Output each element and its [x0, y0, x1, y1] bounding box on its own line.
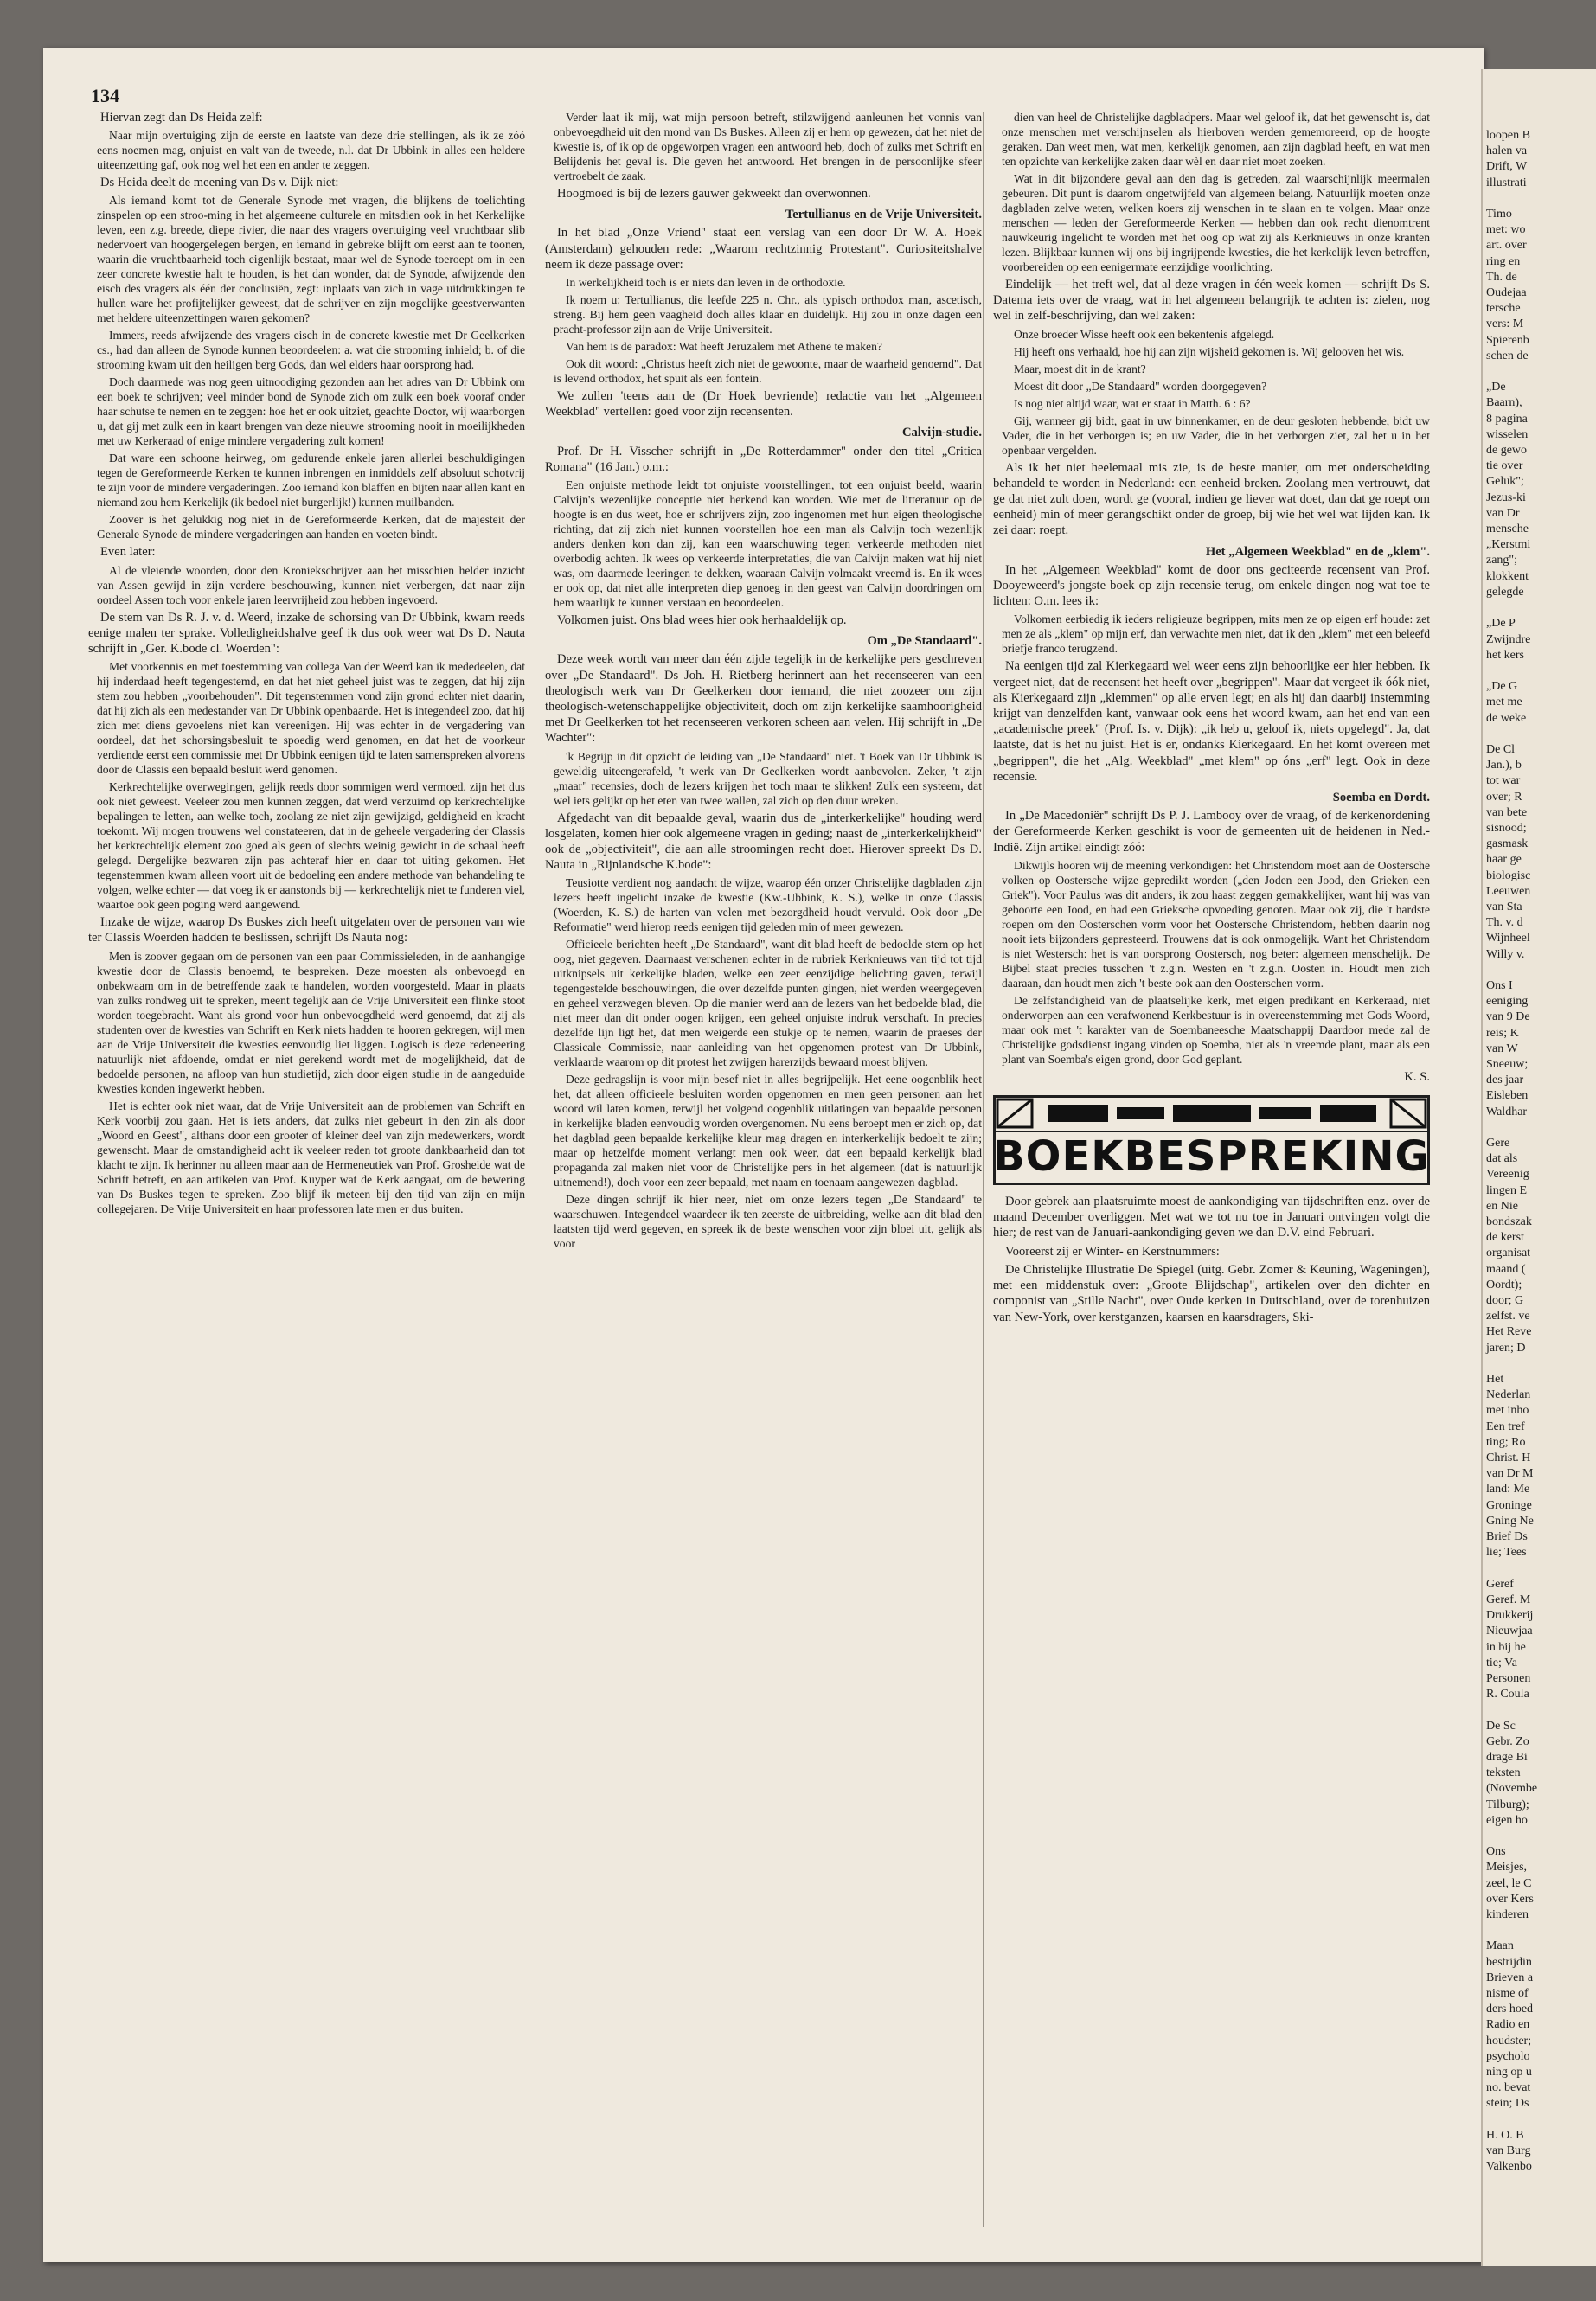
paragraph: Ds Heida deelt de meening van Ds v. Dijk niet: — [100, 176, 339, 190]
adjacent-page-line: Gning Ne — [1486, 1514, 1534, 1528]
paragraph: De Christelijke Illustratie De Spiegel (uitg. Gebr. Zomer & Keuning, Wageningen), met een middenstuk over: „Groote Blijdschap", artikelen over den dichter en componist van „Stille Nacht", over Oude kerken in Duitschland, over de torenhuizen van New-York, over kerstganzen, kaarsen en kaarsdragers, Ski- — [993, 1262, 1430, 1324]
adjacent-page-line: Maan — [1486, 1939, 1514, 1953]
adjacent-page-line — [1486, 663, 1537, 679]
adjacent-page-line: Drift, W — [1486, 160, 1528, 174]
quote-paragraph: Kerkrechtelijke overwegingen, gelijk reeds door sommigen werd vermoed, zijn het dus ook niet geweest. Veeleer zou men kunnen zeggen, dat werd verzuimd op kerkrechtelijke bepalingen te letten, aan welke toch, zoolang ze niet zijn gewijzigd, geldigheid en kracht toekomt. Wij mogen trouwens wel constateeren, dat in de geheele vergadering der Classis het kerkrechtelijk element zoo goed als geen of slechts weinig gewicht in de schaal heeft gelegd. Dergelijke bezwaren zijn pas achteraf hier en daar tot uiting gekomen. Het tegenstemmen kwam alleen voort uit de bedoeling een andere methode van behandeling te volgen, welke echter — dat voeg ik er aanstonds bij — kerkrechtelijk niet te funderen viel, waartoe ook geen poging werd aangewend. — [97, 780, 525, 912]
adjacent-page-line: lingen E — [1486, 1183, 1528, 1197]
paragraph: De stem van Ds R. J. v. d. Weerd, inzake de schorsing van Dr Ubbink, kwam reeds eenige malen ter sprake. Volledigheidshalve geef ik dus ook weer wat Ds D. Nauta schrijft in „Ger. K.bode cl. Woerden": — [88, 610, 525, 657]
adjacent-page-line: Geref. M — [1486, 1593, 1531, 1606]
adjacent-page-line: de gewo — [1486, 444, 1528, 458]
adjacent-page-line: Timo — [1486, 208, 1512, 221]
adjacent-page-line: Gere — [1486, 1137, 1510, 1150]
adjacent-page-line: des jaar — [1486, 1074, 1524, 1087]
adjacent-page-line: Het Reve — [1486, 1325, 1532, 1339]
adjacent-page-line: stein; Ds — [1486, 2097, 1529, 2111]
adjacent-page-line: De Sc — [1486, 1719, 1516, 1733]
signature-initials: K. S. — [1404, 1069, 1430, 1084]
quote-paragraph: Men is zoover gegaan om de personen van een paar Commissieleden, in de aanhangige kwestie door de Classis benoemd, te bespreken. Deze moesten als onbevoegd en onbekwaam om in de betreffende zaak te handelen, worden voorgesteld. Maar in plaats van zulks rondweg uit te spreken, meent tegelijk aan de Vrije Universiteit een flinke stoot worden toegebracht. Want als grond voor hun onbevoegdheid werd genoemd, dat zij als studenten over de kwesties van Schrift en Kerk niets hadden te hooren gekregen, wijl men aan de Vrije Universiteit die kwesties eenvoudig liet liggen. Logisch is deze redeneering natuurlijk niet afdoende, omdat er niet gerekend wordt met de mogelijkheid, dat de bedoelde personen, na afloop van hun studietijd, zich door eigen studie in de aangeduide kwesties konden ingewerkt hebben. — [97, 949, 525, 1095]
adjacent-page-line: schen de — [1486, 349, 1529, 362]
adjacent-page-line: biologisc — [1486, 868, 1531, 882]
paragraph: In het blad „Onze Vriend" staat een verslag van een door Dr W. A. Hoek (Amsterdam) gehouden rede: „Waarom rechtzinnig Protestant". Curiositeitshalve neem ik deze passage over: — [545, 226, 982, 272]
adjacent-page-line: Vereenig — [1486, 1168, 1529, 1182]
adjacent-page-line: organisat — [1486, 1247, 1531, 1260]
adjacent-page-line: Jan.), b — [1486, 759, 1522, 772]
quote-paragraph: Naar mijn overtuiging zijn de eerste en laatste van deze drie stellingen, als ik ze zóó eens noemen mag, onjuist en valt van de tweede, n.l. dat Dr Ubbink in alles een heldere uiteenzetting gaf, ook nog wel het een en ander te zeggen. — [97, 129, 525, 172]
adjacent-page-line: no. bevat — [1486, 2081, 1531, 2095]
adjacent-page-line — [1486, 2112, 1537, 2128]
adjacent-page-line: Ons I — [1486, 978, 1513, 992]
adjacent-page-line: Een tref — [1486, 1420, 1525, 1433]
quote-paragraph: Deze gedragslijn is voor mijn besef niet in alles begrijpelijk. Het eene oogenblik heet het, dat alleen officieele besluiten worden opgenomen en men geen personen aan het woord wil laten komen, terwijl het volgend oogenblik uitlatingen van bepaalde personen in kerkelijke bladen eenvoudig worden overgenomen. Nu eens beroept men er zich op, dat het dagblad geen bepaalde kerkelijke kleur mag dragen en interkerkelijk bedoelt te zijn; maar op hetzelfde moment verlangt men ook weer, dat een bepaald kerkelijk blad propaganda zal maken niet voor de Christelijke pers in het algemeen (dat is natuurlijk uitnemend!), doch voor een zeer bepaald, met naam en toenaam aangewezen dagblad. — [554, 1073, 982, 1189]
quote-paragraph: Ik noem u: Tertullianus, die leefde 225 n. Chr., als typisch orthodox man, ascetisch, streng. Bij hem geen vaagheid doch alles klaar en duidelijk. Hij zou in onze dagen een pracht-professor zijn aan de Vrije Universiteit. — [554, 293, 982, 336]
quote-paragraph: Teusiotte verdient nog aandacht de wijze, waarop één onzer Christelijke dagbladen zijn lezers heeft ingelicht inzake de kwestie (Kw.-Ubbink, K. S.), welke in onze Classis (Woerden, K. S.) de harten van velen met bezorgdheid houdt vervuld. Ook door „De Reformatie" werd hierop reeds eenigen tijd geleden min of meer gewezen. — [554, 876, 982, 934]
paragraph: Volkomen juist. Ons blad wees hier ook herhaaldelijk op. — [557, 613, 847, 628]
quote-paragraph: Doch daarmede was nog geen uitnoodiging gezonden aan het adres van Dr Ubbink om een boek te schrijven; veel minder bond de Synode zich om zulk een boek vooraf onder haar schutse te nemen en te zeggen: hoe het er ook uitziet, geachte Doctor, wij waarborgen u, dat gij met zulk een in kaart brengen van deze nieuwe strooming nooit in moeilijkheden met uw Kerkeraad of enige mindere vergadering zult komen! — [97, 375, 525, 448]
page-number: 134 — [91, 85, 119, 106]
adjacent-page-line: loopen B — [1486, 129, 1530, 142]
adjacent-page-line: over Kers — [1486, 1892, 1534, 1906]
adjacent-page-line: met: wo — [1486, 223, 1526, 237]
adjacent-page-line — [1486, 1702, 1537, 1718]
adjacent-page-line: gelegde — [1486, 585, 1524, 599]
adjacent-page-line: R. Coula — [1486, 1688, 1529, 1702]
adjacent-page-line: van 9 De — [1486, 1010, 1530, 1024]
quote-paragraph: Van hem is de paradox: Wat heeft Jeruzalem met Athene te maken? — [566, 340, 882, 354]
adjacent-page-line: en Nie — [1486, 1199, 1518, 1213]
adjacent-page-line: „De G — [1486, 680, 1518, 694]
quote-paragraph: Als iemand komt tot de Generale Synode met vragen, die blijkens de toelichting zinspelen op een stroo-ming in het algemeene culturele en mitsdien ook in het Kerkelijke leven, een z.g. breede, diepe rivier, die naar des vragers overtuiging veel vruchtbaar slib nedervoert van hoogergelegen bergen, en iemand in gebreke blijft om eerst aan te toonen, waarin die vruchtbaarheid toch eigenlijk bestaat, maar wel de Synode toeroept om in een zeer concrete kwestie halt te houden, is het dan wonder, dat de Synode, afwijzende den eisch des vragers als één der conclusiën, zegt: inplaats van zich in vage uitdrukkingen te hullen ware het profijtelijker geweest, dat de schrijver en zijn mogelijke geestverwanten met heldere uiteenzettingen waren gekomen? — [97, 194, 525, 325]
section-heading: Calvijn-studie. — [901, 426, 982, 440]
adjacent-page-line — [1486, 1561, 1537, 1576]
adjacent-page-text — [1486, 128, 1537, 2175]
adjacent-page-line: Oordt); — [1486, 1278, 1522, 1292]
adjacent-page-line: Waldhar — [1486, 1105, 1528, 1118]
adjacent-page-line: Ons — [1486, 1845, 1506, 1859]
adjacent-page-line: bondszak — [1486, 1215, 1532, 1229]
adjacent-page-line: Eisleben — [1486, 1089, 1529, 1103]
paragraph: We zullen 'teens aan de (Dr Hoek bevriende) redactie van het „Algemeen Weekblad" vertellen: goed voor zijn recensenten. — [545, 389, 982, 420]
paragraph: Vooreerst zij er Winter- en Kerstnummers: — [1005, 1244, 1220, 1259]
quote-paragraph: Dikwijls hooren wij de meening verkondigen: het Christendom moet aan de Oostersche volken op Oostersche wijze gepredikt worden („den Joden een Jood, den Grieken een Griek"). Voor Paulus was dit anders, ik zou haast zeggen gemakkelijker, want hij was van geboorte een Jood, en had een Grieksche opvoeding genoten. Maar ook zij, die 't hardste roepen om den Oosterschen vorm voor het Oostersche Christendom, hebben daarin nog nooit iets bijzonders gepresteerd. Trouwens dat is ook onmogelijk. Want het Christendom is niet Westersch: het is van oorsprong Oostersch, nog beter: algemeen menschelijk. De Bijbel staat precies tusschen 't z.g.n. Westen en 't z.g.n. Oosten in. Houdt men zich daaraan, dan houdt men zich 't beste ook aan den Oosterschen vorm. — [1002, 858, 1430, 990]
adjacent-page-line: van Burg — [1486, 2144, 1531, 2157]
adjacent-page-line: Geref — [1486, 1577, 1514, 1591]
quote-paragraph: Immers, reeds afwijzende des vragers eisch in de concrete kwestie met Dr Geelkerken cs., had dan alleen de Synode kunnen beoordeelen: a. wat die strooming inhield; b. of die strooming kwam uit den heiligen berg Gods, dan wel elders haar oorsprong had. — [97, 329, 525, 372]
adjacent-page-line: Jezus-ki — [1486, 490, 1526, 504]
adjacent-page-line: Spierenb — [1486, 333, 1529, 347]
adjacent-page-line: Personen — [1486, 1671, 1531, 1685]
quote-paragraph: 'k Begrijp in dit opzicht de leiding van „De Standaard" niet. 't Boek van Dr Ubbink is geweldig uiteengerafeld, 't werk van Dr Geelkerken wordt aanbevolen. Zeker, 't zijn „maar" recensies, doch de lezers krijgen het toch maar te slikken! Zulk een systeem, dat wel iets gelijkt op het eten van twee wallen, zal zich op den duur wreken. — [554, 749, 982, 807]
quote-paragraph: Een onjuiste methode leidt tot onjuiste voorstellingen, tot een onjuist beeld, waarin Calvijn's wezenlijke conceptie niet herkend kan worden. Wie met de litteratuur op de hoogte is en dus weet, hoe er schrijvers zijn, zoo ingenomen met hun eigen theologische richting, dat zij zich niet kunnen voorstellen hoe een man als Calvijn toch wezenlijk anders denken kon dan zij, kan een waarschuwing tegen verkeerde methoden niet overbodig achten. Ik wees op verkeerde interpretaties, die van Calvijn maken wat hij niet was, om daarmede leeringen te dekken, waaraan Calvijn volmaakt vreemd is. En ik wees er ook op, dat niet alle interpreten diep genoeg in den geest van Calvijn doordringen om hem waarlijk te kunnen verstaan en beoordeelen. — [554, 478, 982, 610]
adjacent-page-line: Baarn), — [1486, 396, 1522, 410]
adjacent-page-line: eigen ho — [1486, 1813, 1528, 1827]
adjacent-page-line: reis; K — [1486, 1026, 1519, 1040]
adjacent-page-line: Radio en — [1486, 2018, 1530, 2032]
adjacent-page-line: De Cl — [1486, 742, 1516, 756]
quote-paragraph: Maar, moest dit in de krant? — [1014, 362, 1146, 375]
adjacent-page-line: mensche — [1486, 522, 1529, 536]
section-heading: Tertullianus en de Vrije Universiteit. — [785, 208, 982, 222]
paragraph: Afgedacht van dit bepaalde geval, waarin dus de „interkerkelijke" houding werd losgelaten, komen hier ook algemeene vragen in geding; naast de „interkerkelijkheid" ook de „objectiviteit", die aan alle stroomingen recht doet. Hierover spreekt Ds D. Nauta in „Rijnlandsche K.bode": — [545, 811, 982, 873]
paragraph: Als ik het niet heelemaal mis zie, is de beste manier, om met onderscheiding behandeld te worden in Nederland: een eenheid breken. Zoolang men vertrouwt, dat ge dat niet zult doen, wordt ge (vooral, indien ge liever wat doet, dan dat ge roept om eenheid) min of meer gerangschikt onder de groep, bij wie het wel wat lijden kan. Ik zei daar: roept. — [993, 460, 1430, 538]
quote-paragraph: Officieele berichten heeft „De Standaard", want dit blad heeft de bedoelde stem op het oog, niet gegeven. Daarnaast verschenen echter in de rubriek Kerknieuws van tijd tot tijd uitknipsels uit kerkelijke bladen, welke een zeer eenzijdige belichting gaven, terwijl tegengestelde beschouwingen, die over dezelfde punten gingen, niet werden weergegeven en geheel verzwegen bleven. Op die manier werd aan de lezers van het bedoelde blad, die niet meer dan dit onder oogen krijgen, een geheel onjuiste indruk verschaft. In precies dezelfde lijn ligt het, dat men weigerde een stukje op te nemen, waarin de praeses der Classicale Commissie, naar aanleiding van het opgenomen protest van Dr Ubbink, verklaarde waarom op dit protest het zwijgen harerzijds bewaard moest blijven. — [554, 938, 982, 1069]
adjacent-page-line: dat als — [1486, 1152, 1518, 1166]
quote-paragraph: Deze dingen schrijf ik hier neer, niet om onze lezers tegen „De Standaard" te waarschuwen. Integendeel waardeer ik ten zeerste de uitbreiding, welke aan dit blad den laatsten tijd werd gegeven, en spreek ik de beste wenschen voor zijn bloei uit, gelijk als voor — [554, 1193, 982, 1251]
adjacent-page-line: bestrijdin — [1486, 1955, 1532, 1969]
paragraph: In het „Algemeen Weekblad" komt de door ons geciteerde recensent van Prof. Dooyeweerd's jongste boek op zijn recensie terug, om enkele dingen nog wat toe te lichten: O.m. lees ik: — [993, 562, 1430, 609]
adjacent-page-line: met me — [1486, 695, 1522, 709]
adjacent-page-line: Brieven a — [1486, 1971, 1534, 1984]
adjacent-page-line: kinderen — [1486, 1907, 1529, 1921]
adjacent-page-line: tot war — [1486, 774, 1521, 788]
adjacent-page-line: Geluk"; — [1486, 475, 1524, 489]
adjacent-page-line: maand ( — [1486, 1262, 1526, 1276]
adjacent-page-line: „De — [1486, 381, 1506, 394]
quote-paragraph: Is nog niet altijd waar, wat er staat in Matth. 6 : 6? — [1014, 396, 1251, 410]
column-divider — [983, 112, 984, 2227]
adjacent-page-line: eeniging — [1486, 995, 1529, 1009]
adjacent-page-line: Nieuwjaa — [1486, 1625, 1533, 1638]
paragraph: Even later: — [100, 545, 156, 560]
adjacent-page-line: van Dr — [1486, 506, 1520, 520]
quote-paragraph: Volkomen eerbiedig ik ieders religieuze begrippen, mits men ze op eigen erf houde: zet men ze als „klem" op mijn erf, dan verwachte men niet, dat ik den „klem" met een beleefd briefje franco terugzend. — [1002, 612, 1430, 656]
adjacent-page-line: haar ge — [1486, 853, 1522, 867]
quote-paragraph: Gij, wanneer gij bidt, gaat in uw binnenkamer, en de deur gesloten hebbende, bidt uw Vader, die in het verborgen is; en uw Vader, die in het verborgen ziet, zal het u in het openbaar vergelden. — [1002, 413, 1430, 457]
adjacent-page-line: zang"; — [1486, 554, 1518, 567]
quote-paragraph: Al de vleiende woorden, door den Kroniekschrijver aan het misschien helder inzicht van Assen gewijd in zijn verdere beschouwing, kunnen niet verbergen, dat naar zijn oordeel Assen toch voor enkele jaren leervrijheid zou hebben ingevoerd. — [97, 563, 525, 606]
adjacent-page-line: „Kerstmi — [1486, 538, 1531, 552]
paragraph: Hiervan zegt dan Ds Heida zelf: — [100, 111, 263, 125]
adjacent-page-line: Het — [1486, 1373, 1504, 1387]
adjacent-page-line — [1486, 600, 1537, 616]
adjacent-page-edge — [1481, 69, 1596, 2266]
adjacent-page-line: van Sta — [1486, 900, 1522, 913]
adjacent-page-line: ring en — [1486, 254, 1521, 268]
quote-paragraph: Met voorkennis en met toestemming van collega Van der Weerd kan ik mededeelen, dat hij inderdaad heeft tegengestemd, en dat het niet geheel juist was te zeggen, dat hij zijn stem zou hebben „voorbehouden". Dit tegenstemmen vond zijn grond echter niet daarin, dat hij zich als een medestander van Dr Ubbink openbaarde. Het is integendeel zoo, dat hij zich met diens gevoelens niet kan vereenigen. Hij was echter in de vergadering van oordeel, dat het schorsingsbesluit te spoedig werd genomen, en dat het de voorkeur verdiende eerst een commissie met Dr Ubbink eenigen tijd te laten samenspreken alvorens door de Classis een bepaald besluit werd genomen. — [97, 660, 525, 777]
quote-paragraph: Hij heeft ons verhaald, hoe hij aan zijn wijsheid gekomen is. Wij gelooven het wis. — [1014, 344, 1405, 358]
adjacent-page-line: Th. de — [1486, 270, 1517, 284]
adjacent-page-line — [1486, 364, 1537, 380]
section-heading: Om „De Standaard". — [867, 634, 982, 649]
paragraph: In „De Macedoniër" schrijft Ds P. J. Lambooy over de vraag, of de kerkenordening der Gereformeerde Kerken geschikt is voor de gemeenten uit de heidenen in Ned.-Indië. Zijn artikel eindigt zóó: — [993, 809, 1430, 855]
adjacent-page-line: art. over — [1486, 239, 1527, 253]
section-heading: Soemba en Dordt. — [1332, 791, 1430, 805]
adjacent-page-line: houdster; — [1486, 2034, 1532, 2048]
adjacent-page-line: nisme of — [1486, 1986, 1529, 2000]
adjacent-page-line: psycholo — [1486, 2049, 1530, 2063]
quote-paragraph: In werkelijkheid toch is er niets dan leven in de orthodoxie. — [566, 276, 846, 290]
adjacent-page-line — [1486, 963, 1537, 978]
adjacent-page-line: gasmask — [1486, 837, 1529, 851]
quote-paragraph: Ook dit woord: „Christus heeft zich niet de gewoonte, maar de waarheid genoemd". Dat is levend orthodox, het spuit als een fontein. — [554, 357, 982, 386]
adjacent-page-line — [1486, 1829, 1537, 1844]
adjacent-page-line: door; G — [1486, 1294, 1524, 1308]
adjacent-page-line: land: Me — [1486, 1483, 1530, 1497]
adjacent-page-line: Groninge — [1486, 1498, 1532, 1512]
adjacent-page-line: Valkenbo — [1486, 2160, 1532, 2174]
paragraph: Na eenigen tijd zal Kierkegaard wel weer eens zijn behoorlijke eer hier hebben. Ik vergeet niet, dat de recensent het heeft over „begrippen". Maar dat vergeet ik óók niet, als Kierkegaard zijn „klemmen" op alle erven legt; en als hij dan daarbij instemming krijgt van denzelfden kant, vanwaar ook eens het woord kwam, aan het end van een „academische preek" (Prof. Is. v. Dijk): „ik heb u, geloof ik, niets opgelegd". Ja, dat laatste, dat is het nu juist. Het is er, ondanks Kierkegaard. En het komt overeen met „begrippen", die het „Alg. Weekblad" „met klem" op óns „erf" legt. Ook in deze recensie. — [993, 659, 1430, 784]
adjacent-page-line: sisnood; — [1486, 821, 1527, 835]
adjacent-page-line: lie; Tees — [1486, 1546, 1527, 1560]
adjacent-page-line: ders hoed — [1486, 2003, 1534, 2016]
adjacent-page-line: Zwijndre — [1486, 632, 1531, 646]
adjacent-page-line: het kers — [1486, 648, 1524, 662]
boekbespreking-banner — [993, 1095, 1430, 1185]
quote-paragraph: Onze broeder Wisse heeft ook een bekentenis afgelegd. — [1014, 327, 1275, 341]
adjacent-page-line: van Dr M — [1486, 1467, 1534, 1481]
paragraph: Prof. Dr H. Visscher schrijft in „De Rotterdammer" onder den titel „Critica Romana" (16 Jan.) o.m.: — [545, 444, 982, 474]
adjacent-page-line: halen va — [1486, 144, 1528, 158]
adjacent-page-line: van W — [1486, 1042, 1518, 1055]
adjacent-page-line: jaren; D — [1486, 1341, 1526, 1355]
book-ornament-icon — [996, 1098, 1427, 1131]
banner-ornament — [996, 1098, 1427, 1132]
adjacent-page-line: met inho — [1486, 1404, 1529, 1418]
paragraph: Hoogmoed is bij de lezers gauwer gekweekt dan overwonnen. — [557, 187, 871, 201]
adjacent-page-line: klokkent — [1486, 569, 1529, 583]
adjacent-page-line: in bij he — [1486, 1640, 1526, 1654]
adjacent-page-line: vers: M — [1486, 317, 1524, 331]
adjacent-page-line: Christ. H — [1486, 1452, 1531, 1465]
adjacent-page-line: Th. v. d — [1486, 916, 1523, 930]
adjacent-page-line: Sneeuw; — [1486, 1057, 1529, 1071]
adjacent-page-line: teksten — [1486, 1766, 1521, 1780]
adjacent-page-line: wisselen — [1486, 427, 1529, 441]
adjacent-page-line: de kerst — [1486, 1231, 1524, 1245]
adjacent-page-line: van bete — [1486, 805, 1528, 819]
adjacent-page-line: zelfst. ve — [1486, 1310, 1530, 1324]
adjacent-page-line: Brief Ds — [1486, 1530, 1528, 1544]
adjacent-page-line: Leeuwen — [1486, 884, 1531, 898]
adjacent-page-line: tie over — [1486, 459, 1523, 473]
adjacent-page-line: ning op u — [1486, 2065, 1532, 2079]
quote-paragraph: Wat in dit bijzondere geval aan den dag is getreden, zal waarschijnlijk meermalen gebeuren. Dit punt is daarom ongetwijfeld van algemeen belang. Natuurlijk moeten onze dagbladen zelve weten, welken koers zij wenschen in te slaan en te volgen. Maar onze menschen — leden der Gereformeerde Kerken — hebben dan ook recht dienomtrent nauwkeurig ingelicht te worden met het oog op wat zij als Kerknieuws in onze kranten lezen. Blijkbaar kunnen wij ons bij ingrijpende kwesties, die het kerkelijk leven betreffen, voorbereiden op een eenigermate eenzijdige voorlichting. — [1002, 172, 1430, 273]
adjacent-page-line — [1486, 191, 1537, 207]
adjacent-page-line: Wijnheel — [1486, 932, 1530, 945]
quote-paragraph: Moest dit door „De Standaard" worden doorgegeven? — [1014, 379, 1267, 393]
adjacent-page-line — [1486, 1923, 1537, 1939]
adjacent-page-line: Tilburg); — [1486, 1798, 1529, 1811]
adjacent-page-line: drage Bi — [1486, 1750, 1528, 1764]
paragraph: Inzake de wijze, waarop Ds Buskes zich heeft uitgelaten over de personen van wie ter Classis Woerden hadden te beslissen, schrijft Ds Nauta nog: — [88, 915, 525, 945]
adjacent-page-line: (Novembe — [1486, 1782, 1538, 1796]
section-heading: Het „Algemeen Weekblad" en de „klem". — [1205, 544, 1430, 559]
adjacent-page-line: „De P — [1486, 617, 1516, 631]
quote-paragraph: De zelfstandigheid van de plaatselijke kerk, met eigen predikant en Kerkeraad, niet onderworpen aan een verafwonend Kerkbestuur is in overeenstemming met Gods Woord, maar ook met 't karakter van de Soembaneesche Maatschappij Daardoor mede zal de Christelijke godsdienst ingang vinden op Soemba, niet als 'n vreemde plant, maar als een plant van Soemba's eigen grond, door God geplant. — [1002, 993, 1430, 1066]
column-3 — [993, 110, 1430, 1328]
adjacent-page-line: zeel, le C — [1486, 1876, 1532, 1890]
adjacent-page-line: Oudejaa — [1486, 286, 1527, 300]
adjacent-page-line — [1486, 1356, 1537, 1372]
adjacent-page-line: ting; Ro — [1486, 1435, 1526, 1449]
quote-paragraph: Verder laat ik mij, wat mijn persoon betreft, stilzwijgend aanleunen het vonnis van onbevoegdheid uit den mond van Ds Buskes. Alleen zij er hem op gewezen, dat het niet de kwestie is, of ik op de opgeworpen vragen een antwoord heb, doch of zulks met Schrift en Belijdenis het geval is. Die geven het antwoord. Het brengen in de persoonlijke sfeer vertroebelt de zaak. — [554, 111, 982, 183]
adjacent-page-line: 8 pagina — [1486, 412, 1528, 426]
adjacent-page-line: over; R — [1486, 790, 1522, 804]
adjacent-page-line: H. O. B — [1486, 2128, 1524, 2142]
adjacent-page-line: Gebr. Zo — [1486, 1734, 1529, 1748]
banner-title: BOEKBESPREKING — [993, 1131, 1430, 1181]
adjacent-page-line: tie; Va — [1486, 1656, 1517, 1670]
quote-paragraph: Dat ware een schoone heirweg, om gedurende enkele jaren allerlei beschuldigingen tegen de Gereformeerde Kerken te kunnen inbrengen en inmiddels zelf absoluut schotvrij te zijn voor de mindere vergaderingen. Zoo iemand kon blaffen en bijten naar allen kant en niemand zou hem Kerkelijk (ik bedoel niet burgerlijk!) kunnen muilbanden. — [97, 452, 525, 510]
column-2 — [545, 110, 982, 1253]
quote-paragraph: Zoover is het gelukkig nog niet in de Gereformeerde Kerken, dat de majesteit der Generale Synode de mindere vergaderingen aan handen en voeten bindt. — [97, 513, 525, 542]
adjacent-page-line: Nederlan — [1486, 1388, 1531, 1402]
paragraph: Eindelijk — het treft wel, dat al deze vragen in één week komen — schrijft Ds S. Datema iets over de vraag, wat in het algemeen belangrijk te achten is: zielen, nog wel in zelf-beschrijving, dan wel zaken: — [993, 278, 1430, 324]
quote-paragraph: Het is echter ook niet waar, dat de Vrije Universiteit aan de problemen van Schrift en Kerk voorbij zou gaan. Het is iets anders, dat zulks niet gebeurt in den zin als door „Woord en Geest", althans door een grooter of kleiner deel van zijn medewerkers, wordt gewenscht. Maar de omstandigheid acht ik veeleer reden tot groote dankbaarheid dan tot klacht te zijn. Ik herinner nu alleen maar aan de Hermeneutiek van Prof. Grosheide wat de Schrift betreft, en aan artikelen van Prof. Kuyper wat de Kerk aangaat, om de bewering van Ds Buskes tegen te spreken. Zoo blijf ik meteen bij den tijd van zijn en mijn collegejaren. De Vrije Universiteit en haar professoren late men er dus buiten. — [97, 1099, 525, 1215]
adjacent-page-line: Willy v. — [1486, 947, 1525, 961]
adjacent-page-line: tersche — [1486, 302, 1521, 316]
paragraph: Door gebrek aan plaatsruimte moest de aankondiging van tijdschriften enz. over de maand December overliggen. Met wat we tot nu toe in Januari ontvingen volgt die hier; de rest van de Januari-aankondiging geven we dan D.V. eind Februari. — [993, 1195, 1430, 1240]
newspaper-page — [43, 48, 1484, 2262]
quote-paragraph: dien van heel de Christelijke dagbladpers. Maar wel geloof ik, dat het gewenscht is, dat onze menschen met verschijnselen als hierboven werden gememoreerd, op de hoogte geraken. Dan weet men, wat men, kerkelijk genomen, aan zijn dagblad heeft, en wat men ten opzichte van kerkelijke zaken daar wèl en daar niet moet zoeken. — [1002, 111, 1430, 168]
adjacent-page-line: de weke — [1486, 711, 1527, 725]
column-1 — [88, 110, 525, 1219]
adjacent-page-line: illustrati — [1486, 176, 1527, 189]
adjacent-page-line — [1486, 1120, 1537, 1136]
adjacent-page-line: Meisjes, — [1486, 1861, 1528, 1875]
paragraph: Deze week wordt van meer dan één zijde tegelijk in de kerkelijke pers geschreven over „De Standaard". Ds Joh. H. Rietberg herinnert aan het recenseeren van een theologisch werk van Dr Geelkerken door iemand, die niet zoozeer om zijn theologisch-wetenschappelijke objectiviteit, doch om zijn kerkelijke saamhoorigheid met Dr Geelkerken tot het recenseeren verkoren scheen aan velen. Hij schrijft in „De Wachter": — [545, 652, 982, 746]
adjacent-page-line: Drukkerij — [1486, 1609, 1534, 1623]
adjacent-page-line — [1486, 727, 1537, 742]
